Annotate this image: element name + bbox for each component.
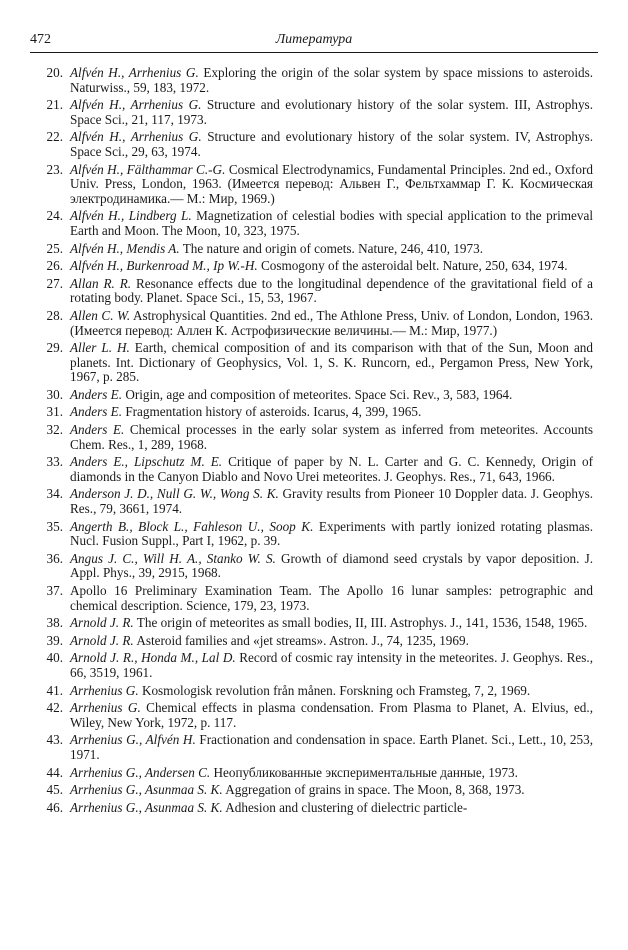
reference-authors: Alfvén H., Burkenroad M., Ip W.-H. [70, 258, 258, 274]
reference-text: Неопубликованные экспериментальные данные, 1973. [213, 764, 518, 780]
reference-number: 36. [46, 550, 63, 566]
reference-authors: Anderson J. D., Null G. W., Wong S. K. [70, 486, 279, 502]
reference-number: 25. [46, 240, 63, 256]
running-title: Литература [275, 32, 353, 47]
reference-authors: Allen C. W. [70, 307, 131, 323]
reference-number: 38. [46, 615, 63, 631]
reference-item [30, 487, 593, 516]
reference-number: 32. [46, 422, 63, 438]
reference-number: 26. [46, 258, 63, 274]
reference-text: Astrophysical Quantities. 2nd ed., The Athlone Press, Univ. of London, London, 1963. (Имеется перевод: Аллен К. Астрофизические величины.— М.: Мир, 1977.) [70, 307, 593, 338]
reference-authors: Arrhenius G., Asunmaa S. K. [70, 799, 223, 815]
reference-authors: Aller L. H. [70, 340, 130, 356]
reference-item [30, 520, 593, 549]
reference-number: 42. [46, 700, 63, 716]
reference-text: Aggregation of grains in space. The Moon, 8, 368, 1973. [225, 782, 525, 798]
reference-authors: Arrhenius G. [70, 700, 141, 716]
reference-text: Exploring the origin of the solar system by space missions to asteroids. Naturwiss., 59, 183, 1972. [70, 65, 594, 95]
reference-authors: Alfvén H., Fälthammar C.-G. [70, 161, 226, 177]
page-number: 472 [30, 32, 51, 47]
reference-item [30, 684, 593, 699]
reference-text: Asteroid families and «jet streams». Astron. J., 74, 1235, 1969. [136, 632, 469, 648]
reference-authors: Arnold J. R., Honda M., Lal D. [70, 650, 236, 666]
reference-number: 30. [46, 386, 63, 402]
reference-number: 22. [46, 129, 63, 145]
reference-text: Critique of paper by N. L. Carter and G. C. Kennedy, Origin of diamonds in the Canyon Diablo and Novo Urei meteorites. J. Geophys. Res., 71, 643, 1966. [70, 454, 593, 484]
reference-authors: Arrhenius G., Alfvén H. [70, 732, 196, 748]
reference-text: Gravity results from Pioneer 10 Doppler data. J. Geophys. Res., 79, 3661, 1974. [70, 486, 594, 517]
reference-item [30, 552, 593, 581]
reference-number: 24. [46, 208, 63, 224]
reference-list [30, 66, 593, 818]
reference-number: 34. [46, 486, 63, 502]
reference-number: 41. [46, 682, 63, 698]
reference-item [30, 423, 593, 452]
header-rule [30, 52, 598, 53]
reference-authors: Angerth B., Block L., Fahleson U., Soop K. [70, 518, 314, 534]
reference-text: Cosmogony of the asteroidal belt. Nature, 250, 634, 1974. [260, 258, 568, 274]
reference-text: Record of cosmic ray intensity in the meteorites. J. Geophys. Res., 66, 3519, 1961. [70, 650, 594, 680]
reference-text: Experiments with partly ionized rotating plasmas. Nucl. Fusion Suppl., Part I, 1962, p. 39. [70, 518, 593, 549]
reference-text: Adhesion and clustering of dielectric particle- [225, 799, 468, 815]
reference-item [30, 259, 593, 274]
reference-item [30, 616, 593, 631]
reference-number: 28. [46, 307, 63, 323]
reference-text: Structure and evolutionary history of the solar system. III, Astrophys. Space Sci., 21, 117, 1973. [70, 97, 593, 127]
reference-number: 40. [46, 650, 63, 666]
reference-text: Resonance effects due to the longitudinal dependence of the gravitational field of a rotating body. Planet. Space Sci., 15, 53, 1967. [70, 275, 593, 306]
reference-number: 21. [46, 97, 63, 113]
reference-authors: Arnold J. R. [70, 632, 134, 648]
reference-number: 27. [46, 275, 63, 291]
reference-text: Chemical processes in the early solar system as inferred from meteorites. Accounts Chem. Res., 1, 289, 1968. [70, 422, 594, 452]
reference-authors: Arnold J. R. [70, 615, 134, 631]
reference-item [30, 309, 593, 338]
reference-number: 29. [46, 340, 63, 356]
reference-text: Magnetization of celestial bodies with special application to the primeval Earth and Moon. The Moon, 10, 323, 1975. [70, 208, 593, 238]
reference-item [30, 801, 593, 816]
reference-number: 33. [46, 454, 63, 470]
reference-authors: Anders E. [70, 422, 125, 438]
reference-authors: Allan R. R. [70, 275, 132, 291]
reference-item [30, 163, 593, 207]
reference-text: The origin of meteorites as small bodies, II, III. Astrophys. J., 141, 1536, 1548, 1965. [136, 615, 588, 631]
reference-item [30, 388, 593, 403]
reference-authors: Alfvén H., Arrhenius G. [70, 97, 202, 113]
reference-authors: Angus J. C., Will H. A., Stanko W. S. [70, 550, 276, 566]
reference-number: 44. [46, 764, 63, 780]
reference-authors: Alfvén H., Lindberg L. [70, 208, 192, 224]
reference-authors: Alfvén H., Mendis A. [70, 240, 180, 256]
reference-number: 39. [46, 632, 63, 648]
reference-authors: Alfvén H., Arrhenius G. [70, 65, 199, 80]
reference-text: Fragmentation history of asteroids. Icarus, 4, 399, 1965. [125, 404, 422, 420]
reference-text: Cosmical Electrodynamics, Fundamental Principles. 2nd ed., Oxford Univ. Press, London, 1963. (Имеется перевод: Альвен Г., Фельтхаммар Г. К. Космическая электродинамика.— М.: Мир, 1969.) [70, 161, 594, 206]
page-header [30, 30, 598, 50]
reference-item [30, 455, 593, 484]
reference-number: 37. [46, 583, 63, 598]
reference-item [30, 766, 593, 781]
reference-item [30, 783, 593, 798]
reference-item [30, 209, 593, 238]
reference-authors: Arrhenius G., Andersen C. [70, 764, 211, 780]
reference-text: Fractionation and condensation in space. Earth Planet. Sci., Lett., 10, 253, 1971. [70, 732, 593, 762]
reference-text: Earth, chemical composition of and its comparison with that of the Sun, Moon and planets. Int. Dictionary of Geophysics, Vol. 1, S. K. Runcorn, ed., Pergamon Press, New York, 1967, p. 285. [70, 340, 593, 385]
reference-item [30, 341, 593, 385]
reference-authors: Anders E. [70, 404, 123, 420]
reference-text: Growth of diamond seed crystals by vapor deposition. J. Appl. Phys., 39, 2915, 1968. [70, 550, 593, 581]
reference-authors: Alfvén H., Arrhenius G. [70, 129, 202, 145]
reference-authors: Arrhenius G., Asunmaa S. K. [70, 782, 223, 798]
reference-number: 20. [46, 65, 63, 80]
reference-item [30, 242, 593, 257]
reference-number: 31. [46, 404, 63, 420]
reference-number: 45. [46, 782, 63, 798]
reference-item [30, 405, 593, 420]
reference-number: 46. [46, 799, 63, 815]
reference-text: Structure and evolutionary history of the solar system. IV, Astrophys. Space Sci., 29, 63, 1974. [70, 129, 593, 159]
reference-text: The nature and origin of comets. Nature, 246, 410, 1973. [182, 240, 484, 256]
reference-text: Origin, age and composition of meteorites. Space Sci. Rev., 3, 583, 1964. [125, 386, 513, 402]
reference-item [30, 98, 593, 127]
reference-number: 35. [46, 518, 63, 534]
reference-number: 23. [46, 161, 63, 177]
reference-text: Chemical effects in plasma condensation. From Plasma to Planet, A. Elvius, ed., Wiley, New York, 1972, p. 117. [70, 700, 593, 730]
reference-authors: Anders E. [70, 386, 123, 402]
reference-item [30, 701, 593, 730]
reference-number: 43. [46, 732, 63, 748]
reference-authors: Anders E., Lipschutz M. E. [70, 454, 223, 470]
reference-item [30, 66, 593, 95]
reference-authors: Arrhenius G. [70, 682, 139, 698]
reference-item [30, 733, 593, 762]
reference-item [30, 584, 593, 613]
reference-text: Apollo 16 Preliminary Examination Team. The Apollo 16 lunar samples: petrographic and chemical description. Science, 179, 23, 1973. [70, 583, 593, 613]
reference-text: Kosmologisk revolution från månen. Forskning och Framsteg, 7, 2, 1969. [141, 682, 531, 698]
reference-item [30, 277, 593, 306]
reference-item [30, 651, 593, 680]
reference-item [30, 634, 593, 649]
reference-item [30, 130, 593, 159]
